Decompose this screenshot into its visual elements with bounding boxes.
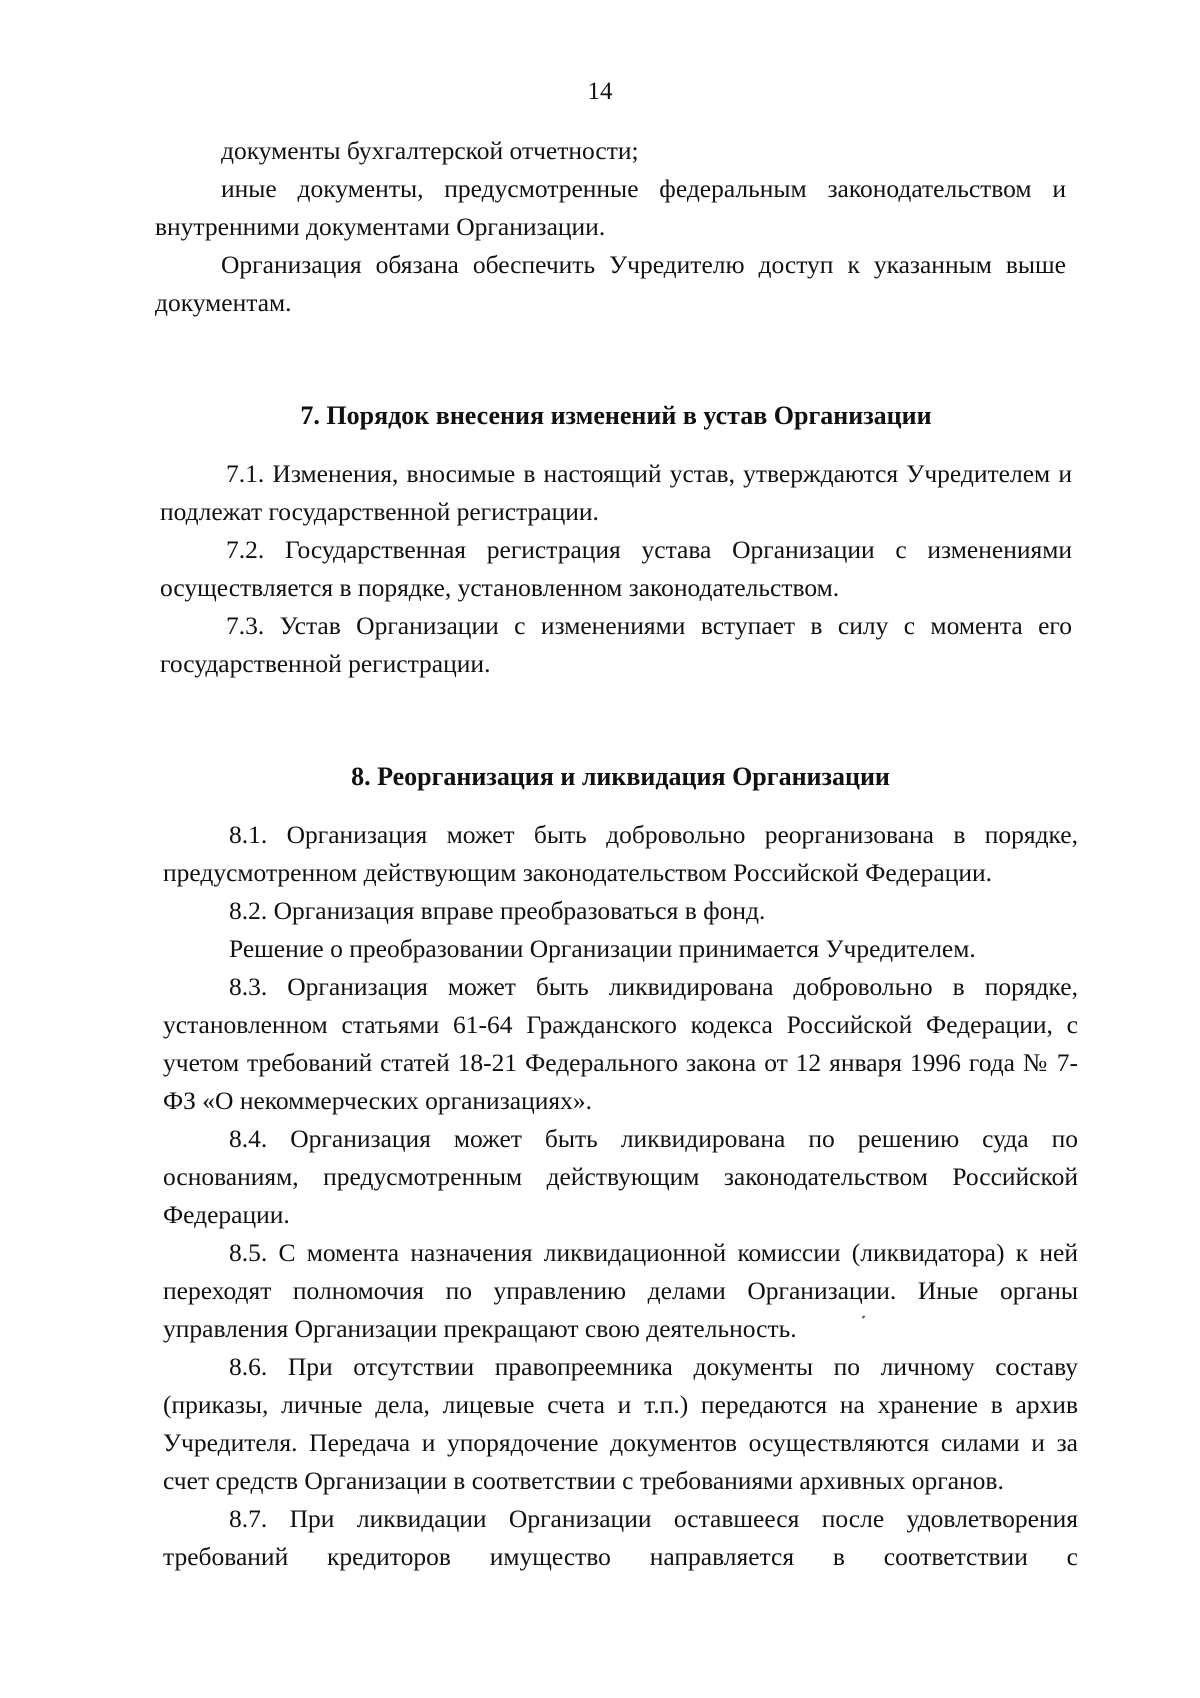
paragraph-7-2: 7.2. Государственная регистрация устава Организации с изменениями осуществляется в порядке, установленном законодательством.	[160, 535, 1072, 602]
paragraph-7-3: 7.3. Устав Организации с изменениями вступает в силу с момента его государственной регистрации.	[160, 611, 1072, 678]
page-number: 14	[587, 78, 613, 105]
paragraph-8-3: 8.3. Организация может быть ликвидирована добровольно в порядке, установленном статьями 61-64 Гражданского кодекса Российской Федерации, с учетом требований статей 18-21 Федерального закона от 12 января 1996 года № 7-ФЗ «О некоммерческих организациях».	[163, 972, 1078, 1115]
page-content	[0, 132, 1200, 1576]
section-7-heading: 7. Порядок внесения изменений в устав Организации	[300, 401, 932, 430]
paragraph: Организация обязана обеспечить Учредителю доступ к указанным выше документам.	[155, 250, 1066, 317]
paragraph: иные документы, предусмотренные федеральным законодательством и внутренними документами Организации.	[155, 174, 1066, 241]
section-8-heading: 8. Реорганизация и ликвидация Организации	[351, 762, 890, 791]
paragraph-8-1: 8.1. Организация может быть добровольно реорганизована в порядке, предусмотренном действующим законодательством Российской Федерации.	[163, 820, 1078, 887]
paragraph-8-7: 8.7. При ликвидации Организации оставшееся после удовлетворения требований кредиторов имущество направляется в соответствии с	[163, 1504, 1078, 1571]
section-gap	[0, 322, 1200, 397]
paragraph-8-2: 8.2. Организация вправе преобразоваться в фонд.	[229, 896, 766, 925]
section-7	[0, 397, 1200, 683]
paragraph: документы бухгалтерской отчетности;	[221, 136, 639, 165]
paragraph-7-1: 7.1. Изменения, вносимые в настоящий устав, утверждаются Учредителем и подлежат государственной регистрации.	[160, 459, 1072, 526]
section-gap	[0, 683, 1200, 758]
documents-list-block	[0, 132, 1200, 322]
section-8	[0, 758, 1200, 1576]
paragraph-8-4: 8.4. Организация может быть ликвидирована по решению суда по основаниям, предусмотренным действующим законодательством Российской Федерации.	[163, 1124, 1078, 1229]
paragraph-8-2-decision: Решение о преобразовании Организации принимается Учредителем.	[229, 934, 976, 963]
paragraph-8-5: 8.5. С момента назначения ликвидационной комиссии (ликвидатора) к ней переходят полномочия по управлению делами Организации. Иные органы управления Организации прекращают свою деятельность.	[163, 1238, 1078, 1343]
paragraph-8-6: 8.6. При отсутствии правопреемника документы по личному составу (приказы, личные дела, лицевые счета и т.п.) передаются на хранение в архив Учредителя. Передача и упорядочение документов осуществляются силами и за счет средств Организации в соответствии с требованиями архивных органов.	[163, 1352, 1078, 1495]
